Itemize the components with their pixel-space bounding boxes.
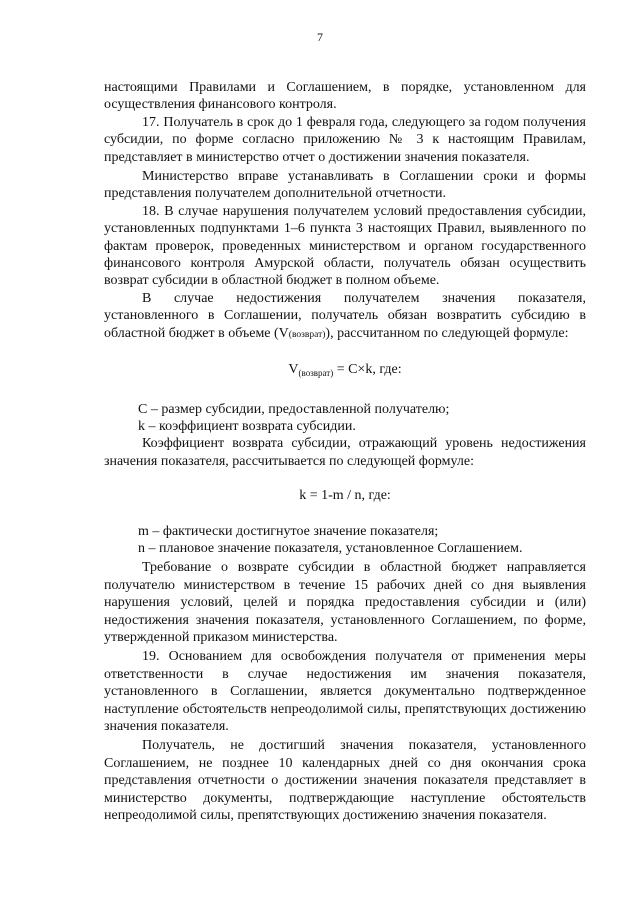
paragraph-refund-volume	[104, 290, 586, 344]
document-body	[104, 79, 586, 824]
definition-c: C – размер субсидии, предоставленной получателю;	[138, 401, 450, 417]
paragraph-ministry-rights: Министерство вправе устанавливать в Соглашении сроки и формы представления получателем дополнительной отчетности.	[104, 169, 586, 202]
refund-text-start: В случае недостижения получателем значения показателя, установленного в Соглашении, получатель обязан возвратить субсидию в областной бюджет в объеме (V	[104, 290, 586, 341]
paragraph-19: 19. Основанием для освобождения получателя от применения меры ответственности в случае недостижения им значения показателя, установленного в Соглашении, является документально подтвержденное наступление обстоятельств непреодолимой силы, препятствующих достижению значения показателя.	[104, 649, 586, 734]
refund-subscript: (возврат)	[288, 329, 326, 340]
definition-k: k – коэффициент возврата субсидии.	[138, 418, 356, 434]
formula-coefficient: k = 1-m / n, где:	[299, 488, 391, 504]
formula-refund-subscript: (возврат)	[298, 368, 334, 379]
definition-n: n – плановое значение показателя, установленное Соглашением.	[138, 540, 523, 556]
paragraph-refund-demand: Требование о возврате субсидии в областной бюджет направляется получателю министерством в течение 15 рабочих дней со дня выявления нарушения условий, целей и порядка предоставления субсидии и (или) недостижения значения показателя, установленного Соглашением, по форме, утвержденной приказом министерства.	[104, 560, 586, 645]
paragraph-force-majeure-docs: Получатель, не достигший значения показателя, установленного Соглашением, не позднее 10 календарных дней со дня окончания срока представления отчетности о достижении значения показателя представляет в министерство документы, подтверждающие наступление обстоятельств непреодолимой силы, препятствующих достижению значения показателя.	[104, 738, 586, 824]
paragraph-18: 18. В случае нарушения получателем условий предоставления субсидии, установленных подпунктами 1–6 пункта 3 настоящих Правил, выявленного по фактам проверок, проведенных министерством и органом государственного финансового контроля Амурской области, получатель обязан осуществить возврат субсидии в областной бюджет в полном объеме.	[104, 203, 586, 289]
formula-refund-v: V	[288, 362, 299, 378]
definition-m: m – фактически достигнутое значение показателя;	[138, 523, 439, 539]
refund-text-end: ), рассчитанном по следующей формуле:	[325, 325, 569, 341]
paragraph-17: 17. Получатель в срок до 1 февраля года, следующего за годом получения субсидии, по форме согласно приложению № 3 к настоящим Правилам, представляет в министерство отчет о достижении значения показателя.	[104, 114, 586, 165]
formula-refund	[104, 361, 586, 382]
page-number: 7	[317, 30, 323, 44]
formula-refund-rest: = C×k, где:	[333, 362, 402, 378]
paragraph-coefficient: Коэффициент возврата субсидии, отражающий уровень недостижения значения показателя, рассчитывается по следующей формуле:	[104, 436, 586, 469]
paragraph-continuation: настоящими Правилами и Соглашением, в порядке, установленном для осуществления финансового контроля.	[104, 80, 586, 113]
